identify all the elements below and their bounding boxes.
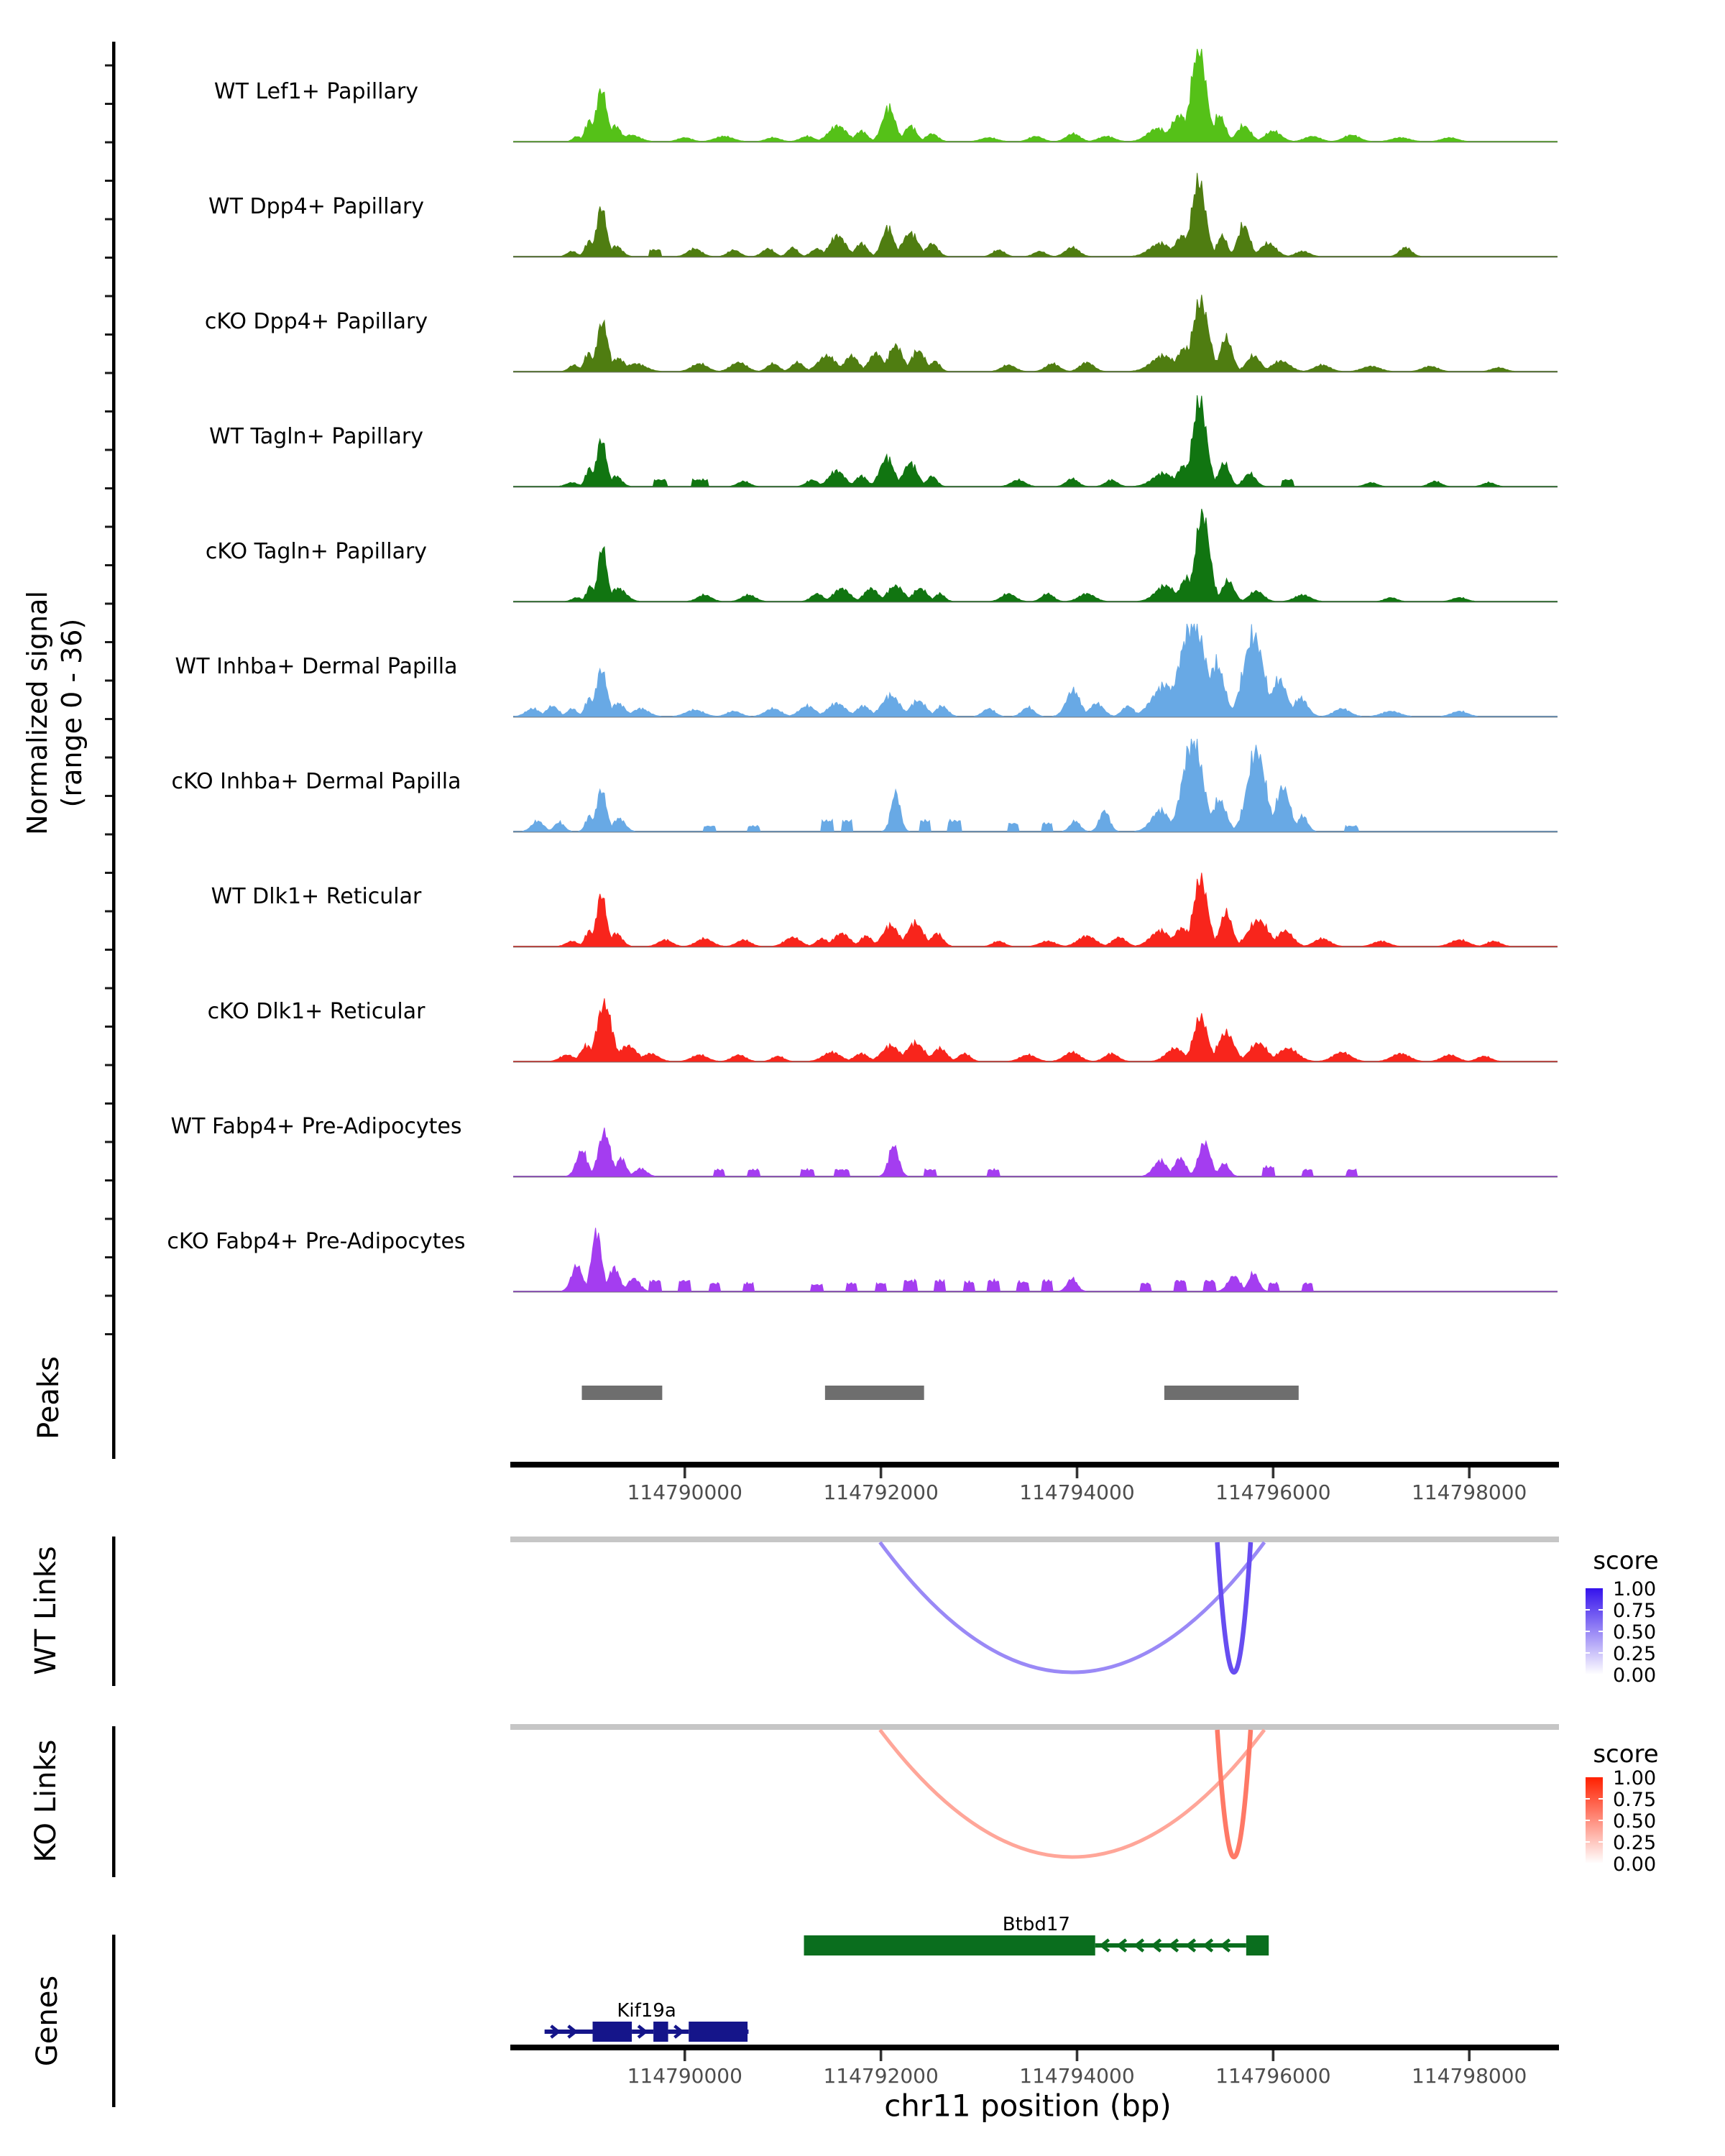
peaks-x-axis: [510, 1462, 1559, 1504]
score-legend-tick-label: 0.00: [1613, 1664, 1657, 1687]
signal-y-axis-tick: [105, 257, 112, 259]
signal-y-axis-tick: [105, 834, 112, 836]
signal-y-axis-tick: [105, 526, 112, 528]
track-label: WT Lef1+ Papillary: [213, 79, 419, 104]
signal-y-axis-tick: [105, 757, 112, 759]
x-axis-tick: [1076, 2050, 1079, 2061]
signal-area: [513, 395, 1558, 487]
x-tick-label: 114798000: [1412, 1480, 1527, 1504]
link-arc: [1218, 1542, 1251, 1672]
x-axis-tick: [1076, 1468, 1079, 1478]
signal-area: [513, 624, 1558, 717]
y-axis-label-line1: Normalized signal: [22, 591, 53, 835]
coverage-track-5: [175, 624, 1558, 717]
signal-y-axis-tick: [105, 295, 112, 298]
signal-y-axis-tick: [105, 180, 112, 182]
x-axis-tick: [1272, 1468, 1275, 1478]
x-tick-label: 114792000: [823, 2064, 939, 2088]
track-label: cKO Tagln+ Papillary: [205, 539, 428, 564]
x-tick-label: 114790000: [627, 1480, 742, 1504]
signal-y-axis-tick: [105, 1218, 112, 1220]
wt-links-panel: [510, 1537, 1659, 1687]
signal-y-axis-tick: [105, 1064, 112, 1067]
track-label: cKO Inhba+ Dermal Papilla: [171, 769, 461, 794]
signal-area: [513, 49, 1558, 142]
score-legend-tick-label: 1.00: [1613, 1578, 1657, 1600]
signal-area: [513, 295, 1558, 372]
signal-area: [513, 998, 1558, 1061]
score-legend-tick-label: 0.75: [1613, 1600, 1657, 1622]
signal-y-axis-tick: [105, 1256, 112, 1258]
coverage-track-2: [205, 295, 1558, 372]
genes-section-label: Genes: [31, 1975, 64, 2067]
peak-region: [825, 1386, 924, 1400]
track-label: cKO Dlk1+ Reticular: [207, 999, 426, 1024]
signal-y-axis-tick: [105, 911, 112, 913]
track-label: WT Dlk1+ Reticular: [211, 884, 422, 909]
score-legend-tick-label: 0.25: [1613, 1832, 1657, 1854]
gene-exon: [689, 2022, 748, 2042]
x-axis-tick: [1468, 2050, 1471, 2061]
links-top-line: [510, 1537, 1559, 1542]
signal-y-axis-tick: [105, 680, 112, 682]
ko-links-panel: [510, 1724, 1659, 1876]
signal-area: [513, 509, 1558, 602]
genes-axis-bar: [112, 1935, 116, 2107]
signal-y-axis-tick: [105, 218, 112, 221]
wt-links-axis-bar: [112, 1537, 116, 1686]
gene-Kif19a: [545, 2000, 749, 2042]
coverage-track-10: [167, 1228, 1558, 1293]
x-axis-tick: [880, 2050, 883, 2061]
peak-region: [582, 1386, 663, 1400]
gene-Btbd17: [804, 1914, 1269, 1955]
peaks-section-label: Peaks: [32, 1356, 65, 1439]
score-legend-tick-label: 0.50: [1613, 1810, 1657, 1833]
signal-y-axis-tick: [105, 333, 112, 336]
link-arc: [1218, 1730, 1251, 1857]
signal-y-axis-tick: [105, 410, 112, 413]
signal-y-axis-tick: [105, 1102, 112, 1105]
links-top-line: [510, 1724, 1559, 1730]
signal-y-axis-tick: [105, 487, 112, 489]
y-axis-label-line2: (range 0 - 36): [56, 618, 88, 808]
score-legend-tick-label: 0.25: [1613, 1643, 1657, 1665]
x-axis-tick: [684, 1468, 686, 1478]
signal-area: [513, 1128, 1558, 1176]
signal-area: [513, 872, 1558, 946]
x-tick-label: 114790000: [627, 2064, 742, 2088]
signal-y-axis-tick: [105, 872, 112, 874]
x-axis-tick: [1468, 1468, 1471, 1478]
ko-score-legend-title: score: [1593, 1740, 1659, 1769]
peaks-axis-bar: [112, 1335, 116, 1459]
signal-area: [513, 173, 1558, 257]
track-label: WT Inhba+ Dermal Papilla: [175, 654, 458, 679]
ko-links-section-label: KO Links: [29, 1739, 63, 1863]
signal-y-axis-tick: [105, 641, 112, 643]
signal-y-axis: [105, 42, 116, 1358]
signal-y-axis-tick: [105, 795, 112, 797]
signal-y-axis-tick: [105, 1026, 112, 1028]
signal-y-axis-tick: [105, 65, 112, 67]
score-legend-tick-label: 0.75: [1613, 1789, 1657, 1811]
track-label: WT Fabp4+ Pre-Adipocytes: [170, 1114, 462, 1139]
track-label: WT Tagln+ Papillary: [209, 424, 423, 449]
score-legend-tick-label: 1.00: [1613, 1767, 1657, 1789]
coverage-track-7: [211, 872, 1558, 947]
x-tick-label: 114796000: [1215, 1480, 1331, 1504]
x-axis-line: [510, 1462, 1559, 1468]
x-axis-tick: [684, 2050, 686, 2061]
gene-exon: [804, 1935, 1095, 1955]
x-tick-label: 114792000: [823, 1480, 939, 1504]
gene-name-label: Btbd17: [1002, 1914, 1070, 1935]
x-tick-label: 114794000: [1019, 2064, 1135, 2088]
x-tick-label: 114794000: [1019, 1480, 1135, 1504]
wt-score-legend-title: score: [1593, 1547, 1659, 1575]
link-arc: [880, 1542, 1264, 1672]
coverage-track-0: [214, 49, 1558, 142]
signal-y-axis-tick: [105, 603, 112, 605]
peak-region: [1164, 1386, 1299, 1400]
coverage-track-1: [208, 173, 1558, 258]
x-tick-label: 114796000: [1215, 2064, 1331, 2088]
coverage-track-4: [206, 509, 1558, 602]
gene-exon: [1246, 1935, 1269, 1955]
signal-y-axis-tick: [105, 949, 112, 951]
coverage-track-3: [209, 395, 1558, 487]
signal-y-axis-tick: [105, 103, 112, 105]
signal-area: [513, 1228, 1558, 1292]
link-arc: [880, 1730, 1264, 1857]
signal-y-axis-tick: [105, 449, 112, 451]
ko-links-axis-bar: [112, 1726, 116, 1877]
signal-y-axis-tick: [105, 987, 112, 990]
signal-y-axis-tick: [105, 718, 112, 720]
coverage-track-9: [171, 1114, 1558, 1177]
gene-line: [545, 2030, 593, 2034]
coverage-track-6: [171, 739, 1558, 832]
signal-y-axis-tick: [105, 1179, 112, 1181]
track-label: cKO Dpp4+ Papillary: [204, 309, 428, 334]
score-legend-tick-label: 0.50: [1613, 1621, 1657, 1644]
gene-name-label: Kif19a: [617, 2000, 676, 2022]
peaks-track: [582, 1386, 1299, 1400]
x-axis-tick: [1272, 2050, 1275, 2061]
signal-y-axis-tick: [105, 564, 112, 566]
wt-links-section-label: WT Links: [29, 1546, 63, 1675]
genes-x-axis: [510, 2045, 1559, 2088]
signal-y-axis-tick: [105, 1141, 112, 1143]
x-axis-line: [510, 2045, 1559, 2050]
x-tick-label: 114798000: [1412, 2064, 1527, 2088]
signal-y-axis-tick: [105, 1295, 112, 1297]
signal-y-axis-tick: [105, 372, 112, 374]
signal-y-axis-tick: [105, 142, 112, 144]
track-label: cKO Fabp4+ Pre-Adipocytes: [167, 1229, 466, 1254]
x-axis-title: chr11 position (bp): [884, 2088, 1172, 2124]
gene-exon: [653, 2022, 668, 2042]
signal-y-axis-tick: [105, 1333, 112, 1335]
x-axis-tick: [880, 1468, 883, 1478]
score-legend-tick-label: 0.00: [1613, 1853, 1657, 1876]
signal-y-axis-line: [112, 42, 116, 1358]
signal-area: [513, 739, 1558, 831]
coverage-track-8: [208, 998, 1558, 1062]
track-label: WT Dpp4+ Papillary: [208, 194, 425, 219]
gene-exon: [593, 2022, 632, 2042]
